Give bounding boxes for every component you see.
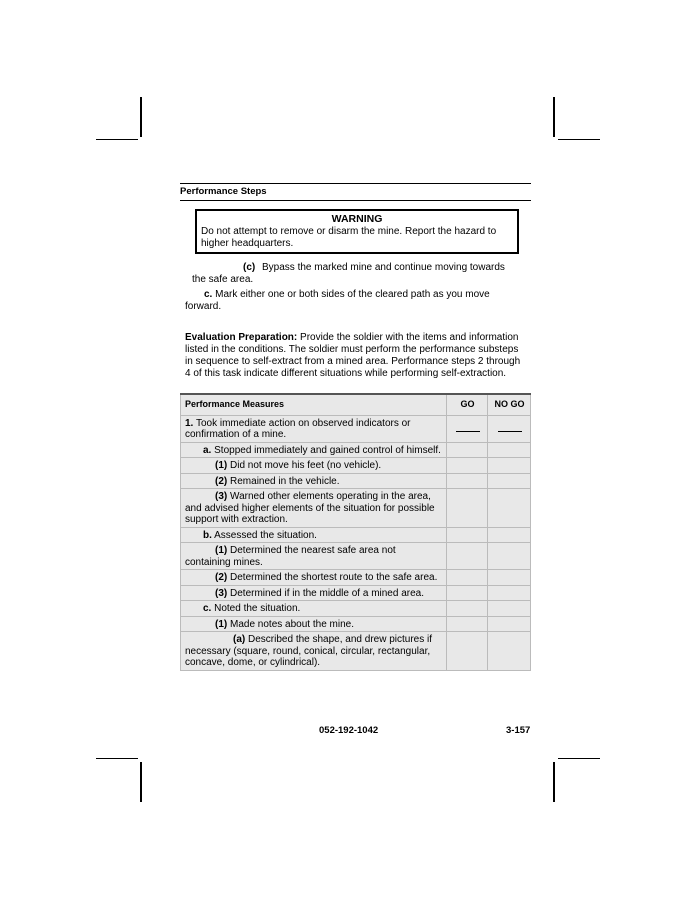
table-row: (1) Determined the nearest safe area not containing mines.	[181, 543, 531, 570]
crop-mark	[553, 762, 555, 802]
evaluation-text-1: Provide the soldier with the items and information	[300, 332, 519, 343]
header-nogo: NO GO	[488, 394, 531, 415]
table-row: 1. Took immediate action on observed indicators or confirmation of a mine.	[181, 415, 531, 442]
step-c-label: c.	[204, 289, 213, 300]
evaluation-label: Evaluation Preparation:	[185, 332, 298, 343]
crop-mark	[558, 758, 600, 759]
table-row: (2) Remained in the vehicle.	[181, 473, 531, 489]
header-go: GO	[447, 394, 488, 415]
performance-measures-table	[180, 393, 531, 671]
header-measures: Performance Measures	[181, 394, 447, 415]
crop-mark	[140, 762, 142, 802]
section-title: Performance Steps	[180, 186, 267, 197]
evaluation-text-3: in sequence to self-extract from a mined area. Performance steps 2 through	[185, 356, 521, 367]
table-row: (2) Determined the shortest route to the safe area.	[181, 570, 531, 586]
warning-title: WARNING	[331, 213, 383, 225]
warning-box	[195, 209, 519, 254]
table-row: c. Noted the situation.	[181, 601, 531, 617]
crop-mark	[96, 758, 138, 759]
go-blank[interactable]	[447, 415, 488, 442]
evaluation-text-2: listed in the conditions. The soldier must perform the performance substeps	[185, 344, 519, 355]
step-c-text-1: Mark either one or both sides of the cleared path as you move	[215, 289, 490, 300]
table-row: (3) Determined if in the middle of a mined area.	[181, 585, 531, 601]
nogo-blank[interactable]	[488, 415, 531, 442]
header-bottom-rule	[180, 200, 531, 201]
table-row: (a) Described the shape, and drew pictures if necessary (square, round, conical, circular, rectangular, concave, dome, or cylindrical).	[181, 632, 531, 671]
crop-mark	[140, 97, 142, 137]
crop-mark	[558, 139, 600, 140]
step-c-sub	[243, 262, 533, 274]
page-number: 3-157	[506, 725, 531, 736]
evaluation-preparation	[185, 332, 535, 380]
step-c-sub-line2: the safe area.	[192, 274, 254, 285]
crop-mark	[96, 139, 138, 140]
warning-text: Do not attempt to remove or disarm the mine. Report the hazard to higher headquarters.	[201, 226, 497, 249]
table-header-row	[181, 394, 531, 415]
document-number: 052-192-1042	[319, 725, 379, 736]
step-c-line2: forward.	[185, 301, 222, 312]
step-c	[204, 289, 534, 301]
table-row: (1) Made notes about the mine.	[181, 616, 531, 632]
crop-mark	[553, 97, 555, 137]
step-c-sub-text-1: Bypass the marked mine and continue moving towards	[262, 262, 505, 273]
table-row: (1) Did not move his feet (no vehicle).	[181, 458, 531, 474]
table-row: (3) Warned other elements operating in the area, and advised higher elements of the situation for possible support with extraction.	[181, 489, 531, 528]
evaluation-text-4: 4 of this task indicate different situations while performing self-extraction.	[185, 368, 507, 379]
table-row: b. Assessed the situation.	[181, 527, 531, 543]
header-top-rule	[180, 183, 531, 184]
table-row: a. Stopped immediately and gained control of himself.	[181, 442, 531, 458]
step-c-sub-label: (c)	[243, 262, 256, 273]
